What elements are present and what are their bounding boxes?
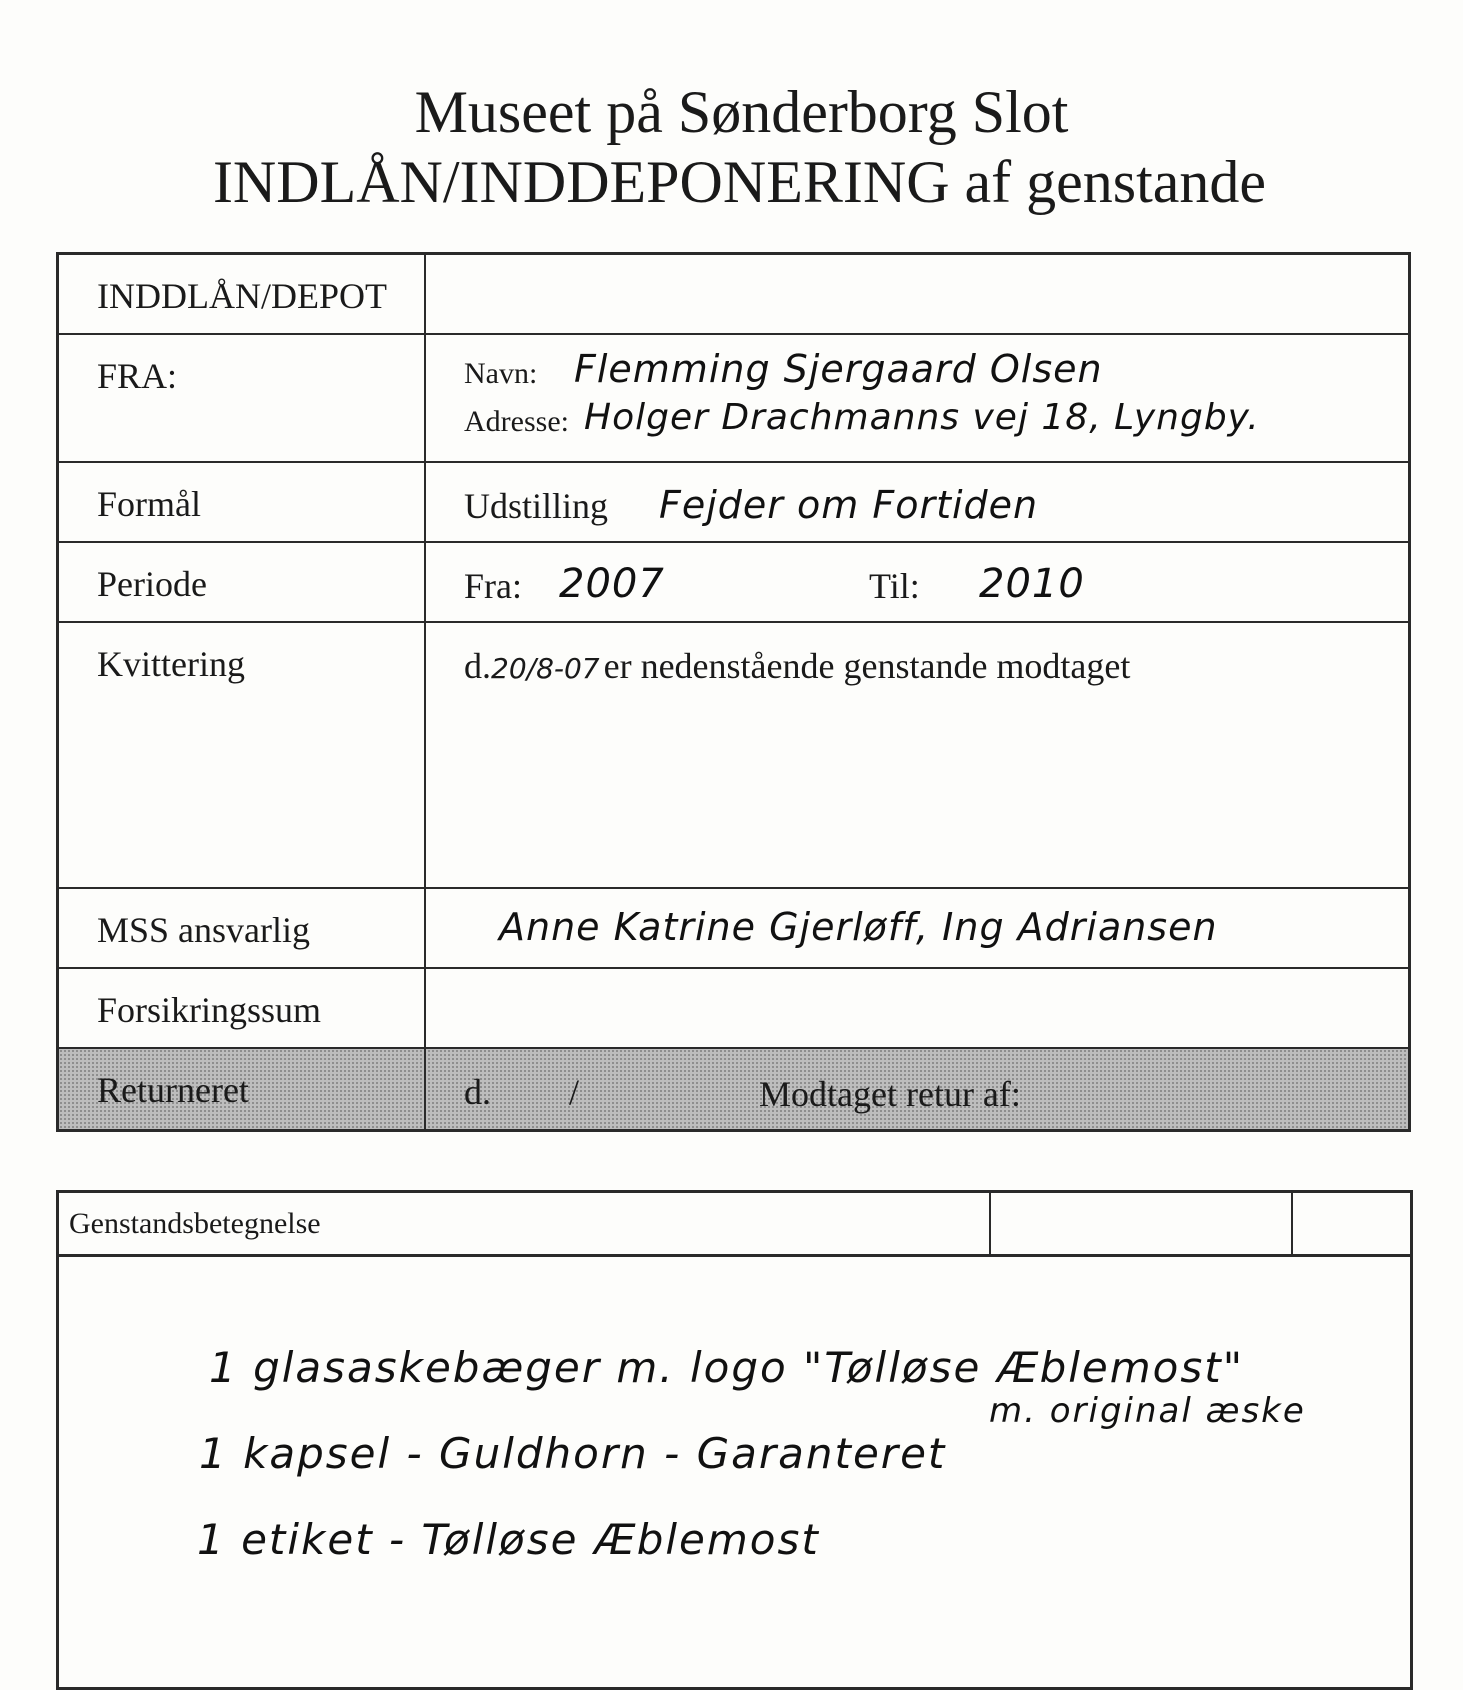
item-line-3: 1 etiket - Tølløse Æblemost [197,1515,820,1564]
returned-date-prefix: d. [464,1072,491,1112]
document-subtitle: INDLÅN/INDDEPONERING af genstande [212,149,1267,215]
period-to-label: Til: [869,566,920,606]
row-returned [59,1049,1408,1129]
address-label: Adresse: [464,405,569,438]
type-label: INDDLÅN/DEPOT [97,276,387,316]
document-title: Museet på Sønderborg Slot [414,79,1069,145]
row-purpose [59,463,1408,543]
receipt-label: Kvittering [97,644,245,684]
receipt-line [464,645,1130,687]
row-responsible [59,889,1408,969]
responsible-value: Anne Katrine Gjerløff, Ing Adriansen [499,905,1218,949]
items-header [59,1193,1410,1257]
period-from-label: Fra: [464,566,522,606]
responsible-label: MSS ansvarlig [97,910,311,950]
name-value: Flemming Sjergaard Olsen [574,347,1103,391]
row-insurance [59,969,1408,1049]
receipt-text: er nedenstående genstande modtaget [603,646,1131,686]
period-label: Periode [97,564,207,604]
items-table [56,1190,1413,1690]
loan-form [56,252,1411,1132]
items-header-label: Genstandsbetegnelse [69,1207,321,1240]
row-from [59,335,1408,463]
row-period [59,543,1408,623]
row-receipt [59,623,1408,889]
row-type [59,255,1408,335]
from-label: FRA: [97,356,178,396]
name-label: Navn: [464,357,538,390]
purpose-label: Formål [97,484,201,524]
purpose-printed: Udstilling [464,486,609,526]
receipt-prefix: d. [464,646,491,686]
item-line-1-note: m. original æske [989,1391,1306,1431]
item-line-1: 1 glasaskebæger m. logo "Tølløse Æblemost" [209,1343,1245,1392]
returned-received-label: Modtaget retur af: [759,1074,1021,1114]
returned-label: Returneret [97,1070,249,1110]
item-line-2: 1 kapsel - Guldhorn - Garanteret [199,1429,947,1478]
period-to-value: 2010 [979,561,1085,607]
returned-slash: / [569,1072,580,1112]
insurance-label: Forsikringssum [97,990,322,1030]
purpose-value: Fejder om Fortiden [659,483,1039,527]
period-from-value: 2007 [559,561,665,607]
receipt-date: 20/8-07 [491,652,600,685]
address-value: Holger Drachmanns vej 18, Lyngby. [584,397,1260,438]
